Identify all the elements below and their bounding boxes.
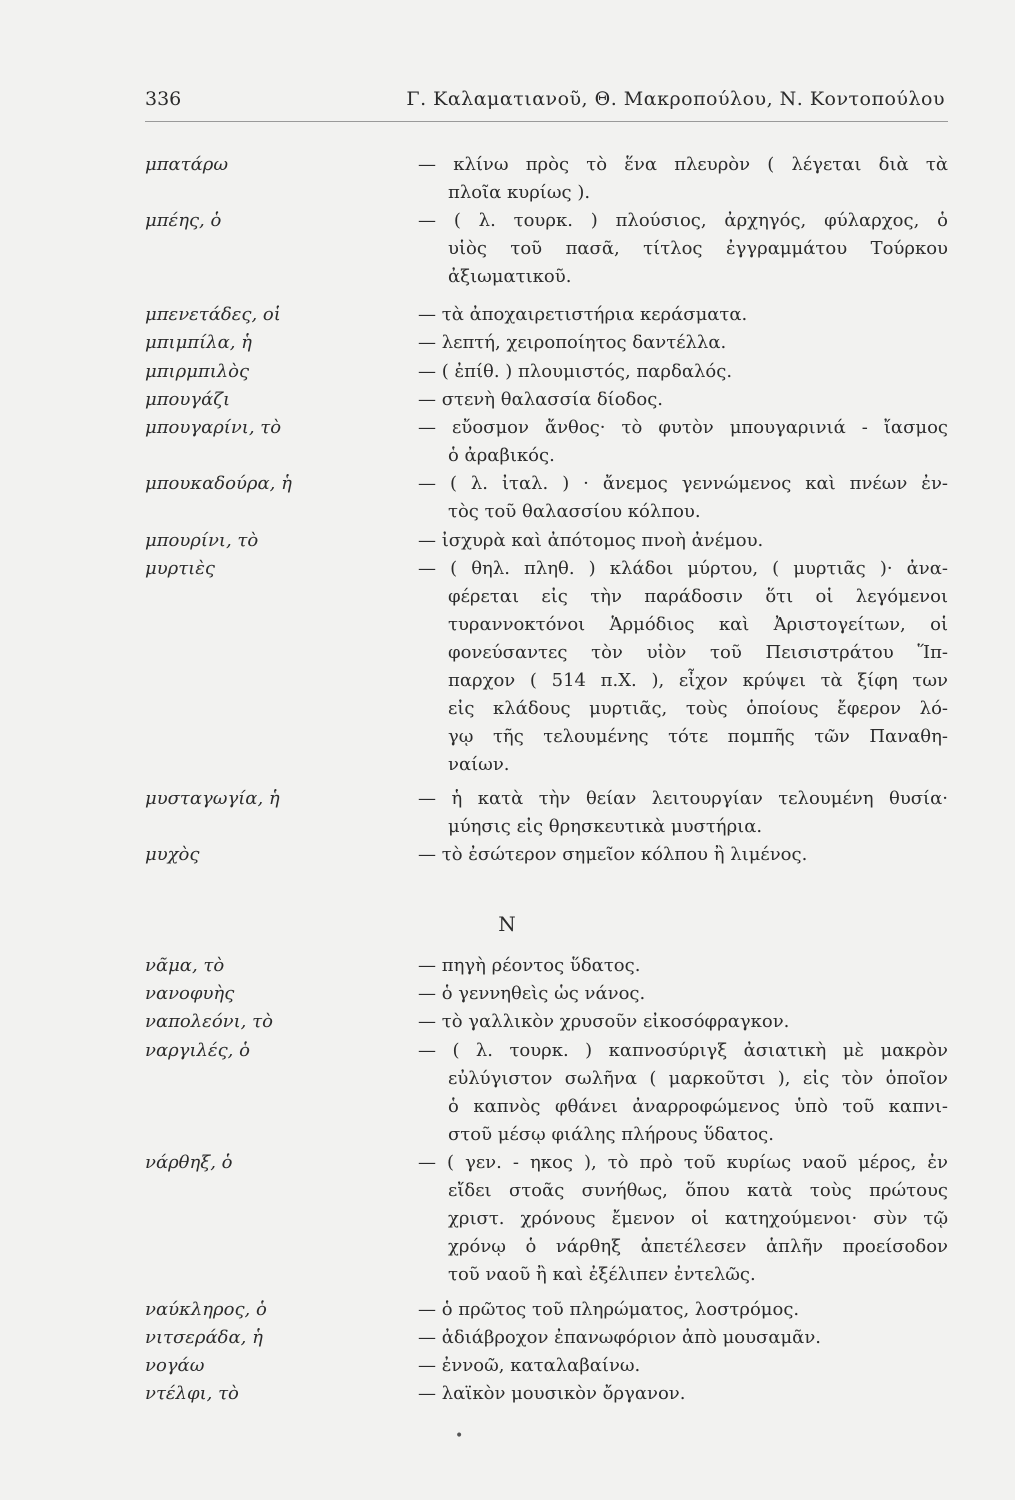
definition-line: — ἀδιάβροχον ἐπανωφόριον ἀπὸ μουσαμᾶν.	[418, 1324, 948, 1352]
section-letter: Ν	[498, 912, 517, 936]
entry-term: μπιμπίλα, ἡ	[145, 332, 252, 353]
entry-definition	[418, 785, 948, 841]
definition-line: ὁ καπνὸς φθάνει ἀναρροφώμενος ὑπὸ τοῦ καπνι-	[448, 1096, 948, 1117]
entry-definition	[418, 1324, 948, 1352]
definition-line: — τὰ ἀποχαιρετιστήρια κεράσματα.	[418, 301, 948, 329]
entry-definition	[418, 151, 948, 207]
entry-definition	[418, 1149, 948, 1289]
definition-line: γῳ τῆς τελουμένης τότε πομπῆς τῶν Παναθη-	[448, 726, 948, 747]
entry-term: ναύκληρος, ὁ	[145, 1299, 267, 1320]
definition-line: τὸς τοῦ θαλασσίου κόλπου.	[448, 501, 701, 522]
definition-line: εἰς κλάδους μυρτιᾶς, τοὺς ὁποίους ἔφερον λό-	[448, 698, 948, 719]
entry-term: μπουκαδούρα, ἡ	[145, 473, 292, 494]
entry-definition	[418, 1008, 948, 1036]
definition-line: — στενὴ θαλασσία δίοδος.	[418, 386, 948, 414]
entry-term: μπουρίνι, τὸ	[145, 530, 259, 551]
definition-line: πλοῖα κυρίως ).	[448, 182, 591, 203]
entry-definition	[418, 841, 948, 869]
entry-term: μπουγαρίνι, τὸ	[145, 417, 282, 438]
entry-definition	[418, 1296, 948, 1324]
definition-line: ἀξιωματικοῦ.	[448, 266, 572, 287]
definition-line: ναίων.	[448, 754, 510, 775]
definition-line: εἴδει στοᾶς συνήθως, ὅπου κατὰ τοὺς πρώτους	[448, 1180, 948, 1201]
header-rule	[145, 121, 948, 122]
definition-line: — ( λ. ἰταλ. ) · ἄνεμος γεννώμενος καὶ πνέων ἐν-	[418, 470, 948, 498]
definition-line: — ὁ γεννηθεὶς ὡς νάνος.	[418, 980, 948, 1008]
definition-line: — λαϊκὸν μουσικὸν ὄργανον.	[418, 1380, 948, 1408]
entry-term: μπατάρω	[145, 154, 229, 175]
definition-line: φονεύσαντες τὸν υἱὸν τοῦ Πεισιστράτου Ἵπ-	[448, 642, 948, 663]
entry-term: ντέλφι, τὸ	[145, 1383, 239, 1404]
entry-definition	[418, 301, 948, 329]
page-header	[145, 88, 945, 118]
definition-line: — ( ἐπίθ. ) πλουμιστός, παρδαλός.	[418, 358, 948, 386]
entry-term: ναργιλές, ὁ	[145, 1040, 250, 1061]
entry-term: μπέης, ὁ	[145, 210, 222, 231]
entry-definition	[418, 527, 948, 555]
entry-definition	[418, 1037, 948, 1149]
definition-line: παρχον ( 514 π.Χ. ), εἶχον κρύψει τὰ ξίφη των	[448, 670, 948, 691]
definition-line: μύησις εἰς θρησκευτικὰ μυστήρια.	[448, 816, 763, 837]
entry-term: νογάω	[145, 1355, 205, 1376]
definition-line: — ἡ κατὰ τὴν θείαν λειτουργίαν τελουμένη θυσία·	[418, 785, 948, 813]
definition-line: — ( λ. τουρκ. ) καπνοσύριγξ ἀσιατικὴ μὲ μακρὸν	[418, 1037, 948, 1065]
definition-line: — εὔοσμον ἄνθος· τὸ φυτὸν μπουγαρινιά - ἴασμος	[418, 414, 948, 442]
entry-term: μπουγάζι	[145, 389, 231, 410]
definition-line: — τὸ ἐσώτερον σημεῖον κόλπου ἢ λιμένος.	[418, 841, 948, 869]
definition-line: — ἰσχυρὰ καὶ ἀπότομος πνοὴ ἀνέμου.	[418, 527, 948, 555]
definition-line: — ( θηλ. πληθ. ) κλάδοι μύρτου, ( μυρτιᾶς )· ἀνα-	[418, 555, 948, 583]
entry-term: νιτσεράδα, ἡ	[145, 1327, 263, 1348]
definition-line: — ( γεν. - ηκος ), τὸ πρὸ τοῦ κυρίως ναοῦ μέρος, ἐν	[418, 1149, 948, 1177]
entry-term: ναπολεόνι, τὸ	[145, 1011, 273, 1032]
entry-term: μυσταγωγία, ἡ	[145, 788, 280, 809]
definition-line: εὐλύγιστον σωλῆνα ( μαρκοῦτσι ), εἰς τὸν ὁποῖον	[448, 1068, 948, 1089]
definition-line: χριστ. χρόνους ἔμενον οἱ κατηχούμενοι· σὺν τῷ	[448, 1208, 948, 1229]
definition-line: υἱὸς τοῦ πασᾶ, τίτλος ἐγγραμμάτου Τούρκου	[448, 238, 948, 259]
definition-line: τοῦ ναοῦ ἢ καὶ ἐξέλιπεν ἐντελῶς.	[448, 1264, 756, 1285]
entry-term: μπενετάδες, οἱ	[145, 304, 281, 325]
entry-term: μυρτιὲς	[145, 558, 215, 579]
entry-term: νάρθηξ, ὁ	[145, 1152, 233, 1173]
entry-definition	[418, 207, 948, 291]
entry-definition	[418, 414, 948, 470]
entry-definition	[418, 329, 948, 357]
definition-line: τυραννοκτόνοι Ἁρμόδιος καὶ Ἀριστογείτων, οἱ	[448, 614, 948, 635]
page-number: 336	[145, 88, 182, 110]
entry-definition	[418, 555, 948, 779]
definition-line: ὁ ἀραβικός.	[448, 445, 555, 466]
definition-line: — ὁ πρῶτος τοῦ πληρώματος, λοστρόμος.	[418, 1296, 948, 1324]
entry-definition	[418, 358, 948, 386]
definition-line: — τὸ γαλλικὸν χρυσοῦν εἰκοσόφραγκον.	[418, 1008, 948, 1036]
definition-line: — πηγὴ ρέοντος ὕδατος.	[418, 952, 948, 980]
definition-line: χρόνῳ ὁ νάρθηξ ἀπετέλεσεν ἁπλῆν προείσοδον	[448, 1236, 948, 1257]
entry-term: νᾶμα, τὸ	[145, 955, 225, 976]
entry-definition	[418, 386, 948, 414]
page-mark: •	[455, 1428, 464, 1444]
entry-definition	[418, 952, 948, 980]
definition-line: — λεπτή, χειροποίητος δαντέλλα.	[418, 329, 948, 357]
definition-line: — κλίνω πρὸς τὸ ἕνα πλευρὸν ( λέγεται διὰ τὰ	[418, 151, 948, 179]
definition-line: στοῦ μέσῳ φιάλης πλήρους ὕδατος.	[448, 1124, 774, 1145]
entry-definition	[418, 470, 948, 526]
definition-line: φέρεται εἰς τὴν παράδοσιν ὅτι οἱ λεγόμενοι	[448, 586, 948, 607]
definition-line: — ἐννοῶ, καταλαβαίνω.	[418, 1352, 948, 1380]
definition-line: — ( λ. τουρκ. ) πλούσιος, ἀρχηγός, φύλαρχος, ὁ	[418, 207, 948, 235]
entry-definition	[418, 980, 948, 1008]
entry-term: νανοφυὴς	[145, 983, 235, 1004]
entry-term: μπιρμπιλὸς	[145, 361, 250, 382]
running-head: Γ. Καλαματιανοῦ, Θ. Μακροπούλου, Ν. Κοντοπούλου	[406, 88, 945, 110]
entry-definition	[418, 1352, 948, 1380]
entry-term: μυχὸς	[145, 844, 200, 865]
entry-definition	[418, 1380, 948, 1408]
